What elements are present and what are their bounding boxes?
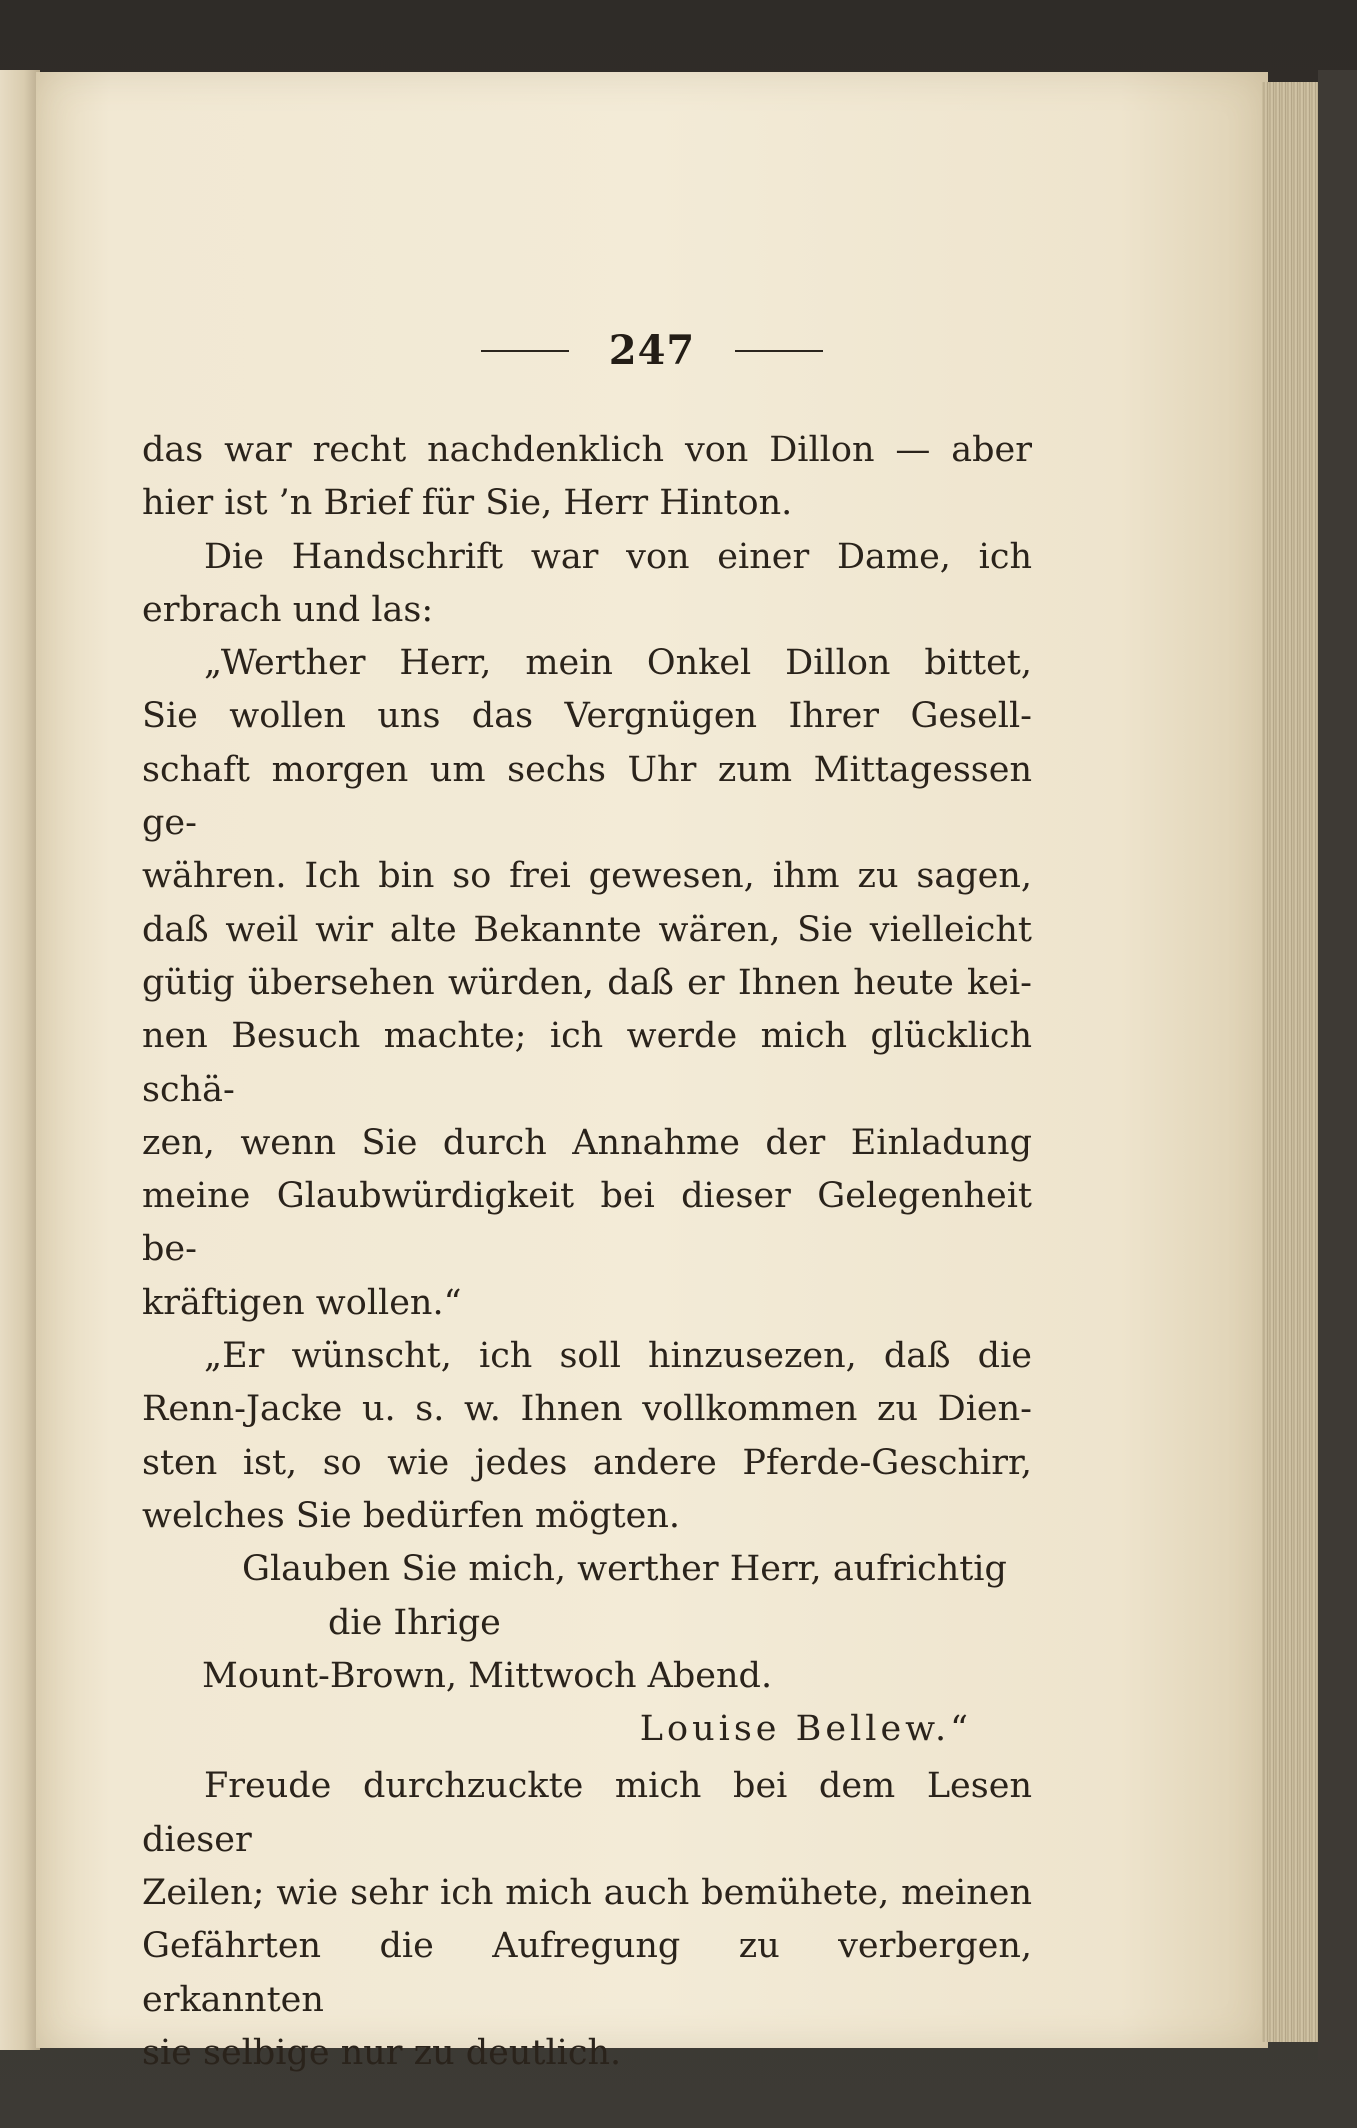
text-line: „Werther Herr, mein Onkel Dillon bittet, — [204, 643, 1032, 684]
book-page — [36, 72, 1268, 2073]
text-line: hier ist ’n Brief für Sie, Herr Hinton. — [142, 483, 793, 524]
letter-closing — [142, 1543, 1032, 1756]
previous-page-edge — [0, 70, 40, 2050]
text-line: daß weil wir alte Bekannte wären, Sie vielleicht — [142, 909, 1032, 950]
text-line: sten ist, so wie jedes andere Pferde-Geschirr, — [142, 1442, 1032, 1483]
text-line: zen, wenn Sie durch Annahme der Einladung — [142, 1122, 1032, 1163]
closing-line: die Ihrige — [328, 1602, 501, 1643]
text-line: Sie wollen uns das Vergnügen Ihrer Gesell- — [142, 696, 1032, 737]
page-number: 247 — [608, 327, 696, 374]
header-rule-left — [481, 350, 569, 352]
letter-paragraph — [142, 637, 1032, 1330]
text-line: Gefährten die Aufregung zu verbergen, erkannten — [142, 1926, 1032, 2020]
cover-edge — [1318, 70, 1357, 2060]
page-stack-edge — [1262, 82, 1322, 2042]
text-line: währen. Ich bin so frei gewesen, ihm zu sagen, — [142, 856, 1032, 897]
text-line: Die Handschrift war von einer Dame, ich — [204, 536, 1032, 577]
text-line: das war recht nachdenklich von Dillon — aber — [142, 430, 1032, 470]
text-line: Freude durchzuckte mich bei dem Lesen dieser — [142, 1766, 1032, 1860]
text-line: kräftigen wollen.“ — [142, 1282, 462, 1323]
text-line: welches Sie bedürfen mögten. — [142, 1495, 681, 1536]
letter-signature: Louise Bellew.“ — [639, 1709, 972, 1750]
page-header — [36, 327, 1268, 374]
header-rule-right — [735, 350, 823, 352]
text-line: erbrach und las: — [142, 589, 434, 630]
text-line: nen Besuch machte; ich werde mich glücklich schä- — [142, 1016, 1032, 1110]
final-paragraph — [142, 1760, 1032, 2080]
paragraph-2 — [142, 531, 1032, 638]
text-line: schaft morgen um sechs Uhr zum Mittagessen ge- — [142, 749, 1032, 844]
text-line: Renn-Jacke u. s. w. Ihnen vollkommen zu Dien- — [142, 1389, 1032, 1430]
text-line: gütig übersehen würden, daß er Ihnen heute kei- — [142, 962, 1032, 1003]
paragraph-1 — [142, 424, 1032, 531]
text-line: meine Glaubwürdigkeit bei dieser Gelegenheit be- — [142, 1176, 1032, 1270]
closing-line: Glauben Sie mich, werther Herr, aufrichtig — [242, 1549, 1007, 1590]
text-line: Zeilen; wie sehr ich mich auch bemühete, meinen — [142, 1873, 1032, 1914]
page-body — [142, 424, 1032, 2080]
text-line: sie selbige nur zu deutlich. — [142, 2032, 622, 2073]
text-line: „Er wünscht, ich soll hinzusezen, daß die — [204, 1336, 1032, 1377]
postscript-paragraph — [142, 1330, 1032, 1543]
letter-place-date: Mount-Brown, Mittwoch Abend. — [202, 1655, 773, 1696]
